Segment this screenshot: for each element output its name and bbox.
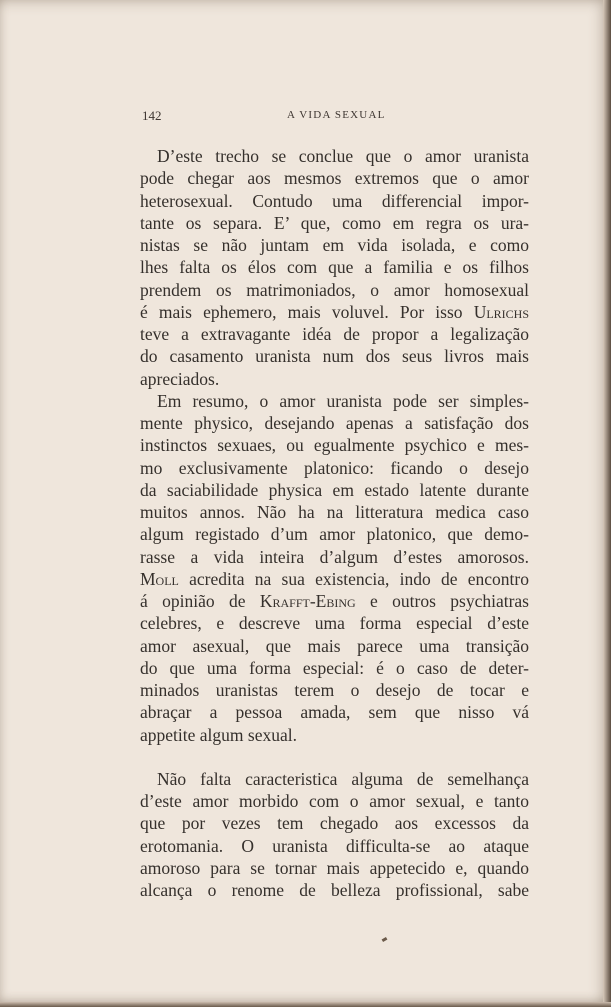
text-line: amoroso para se tornar mais appetecido e, quando (140, 857, 529, 878)
page-edge-shadow (603, 0, 611, 1007)
text-line: pode chegar aos mesmos extremos que o amor (140, 168, 529, 189)
page-number: 142 (142, 108, 162, 123)
text-line: d’este amor morbido com o amor sexual, e tanto (140, 791, 529, 811)
running-title: A VIDA SEXUAL (287, 109, 386, 121)
section-break (140, 746, 529, 768)
text-line: mo exclusivamente platonico: ficando o desejo (140, 457, 529, 478)
text-line (140, 590, 529, 612)
text-line: rasse a vida inteira d’algum d’estes amorosos. (140, 546, 529, 567)
text-line: que por vezes tem chegado aos excessos da (140, 813, 529, 834)
text-line: tante os separa. E’ que, como em regra os ura- (140, 212, 529, 233)
text-line: da saciabilidade physica em estado latente durante (140, 479, 529, 500)
text-line (140, 568, 529, 590)
author-name-krafft-ebing: Krafft-Ebing (259, 591, 356, 611)
author-name-moll: Moll (140, 568, 179, 589)
page-bottom-edge (0, 1002, 611, 1007)
text-line (140, 301, 529, 323)
text-line: do que uma forma especial: é o caso de deter- (140, 657, 529, 678)
running-head (142, 108, 527, 124)
text-line: instinctos sexuaes, ou egualmente psychico e mes- (140, 435, 529, 456)
text-line: minados uranistas terem o desejo de tocar e (140, 680, 529, 700)
text-line: prendem os matrimoniados, o amor homosexual (140, 279, 529, 300)
text-line: abraçar a pessoa amada, sem que nisso vá (140, 702, 529, 723)
text-line: alcança o renome de belleza profissional, sabe (140, 880, 529, 900)
ink-speck (382, 937, 388, 942)
text-line: muitos annos. Não ha na litteratura medica caso (140, 502, 529, 522)
text-line: lhes falta os élos com que a familia e os filhos (140, 257, 529, 278)
text-span: á opinião de (140, 591, 260, 611)
text-line: apreciados. (140, 368, 220, 389)
text-line: mente physico, desejando apenas a satisfação dos (140, 413, 529, 433)
text-line: amor asexual, que mais parece uma transição (140, 635, 529, 656)
text-line: D’este trecho se conclue que o amor uranista (157, 146, 529, 166)
text-line: do casamento uranista num dos seus livros mais (140, 346, 529, 367)
text-line: appetite algum sexual. (140, 724, 297, 745)
author-name-ulrichs: Ulrichs (473, 301, 529, 322)
text-span: é mais ephemero, mais voluvel. Por isso (140, 301, 474, 322)
text-line: erotomania. O uranista difficulta-se ao ataque (140, 835, 529, 856)
text-line: teve a extravagante idéa de propor a legalização (140, 324, 529, 344)
text-line: algum registado d’um amor platonico, que demo- (140, 524, 529, 545)
text-line: celebres, e descreve uma forma especial d’este (140, 613, 529, 634)
text-line: nistas se não juntam em vida isolada, e como (140, 235, 529, 255)
text-line: Não falta caracteristica alguma de semelhança (157, 768, 529, 789)
body-text (140, 145, 529, 901)
text-span: e outros psychiatras (355, 591, 529, 611)
text-line: heterosexual. Contudo uma differencial impor- (140, 190, 529, 211)
text-line: Em resumo, o amor uranista pode ser simples- (157, 390, 529, 411)
text-span: acredita na sua existencia, indo de encontro (178, 568, 529, 589)
